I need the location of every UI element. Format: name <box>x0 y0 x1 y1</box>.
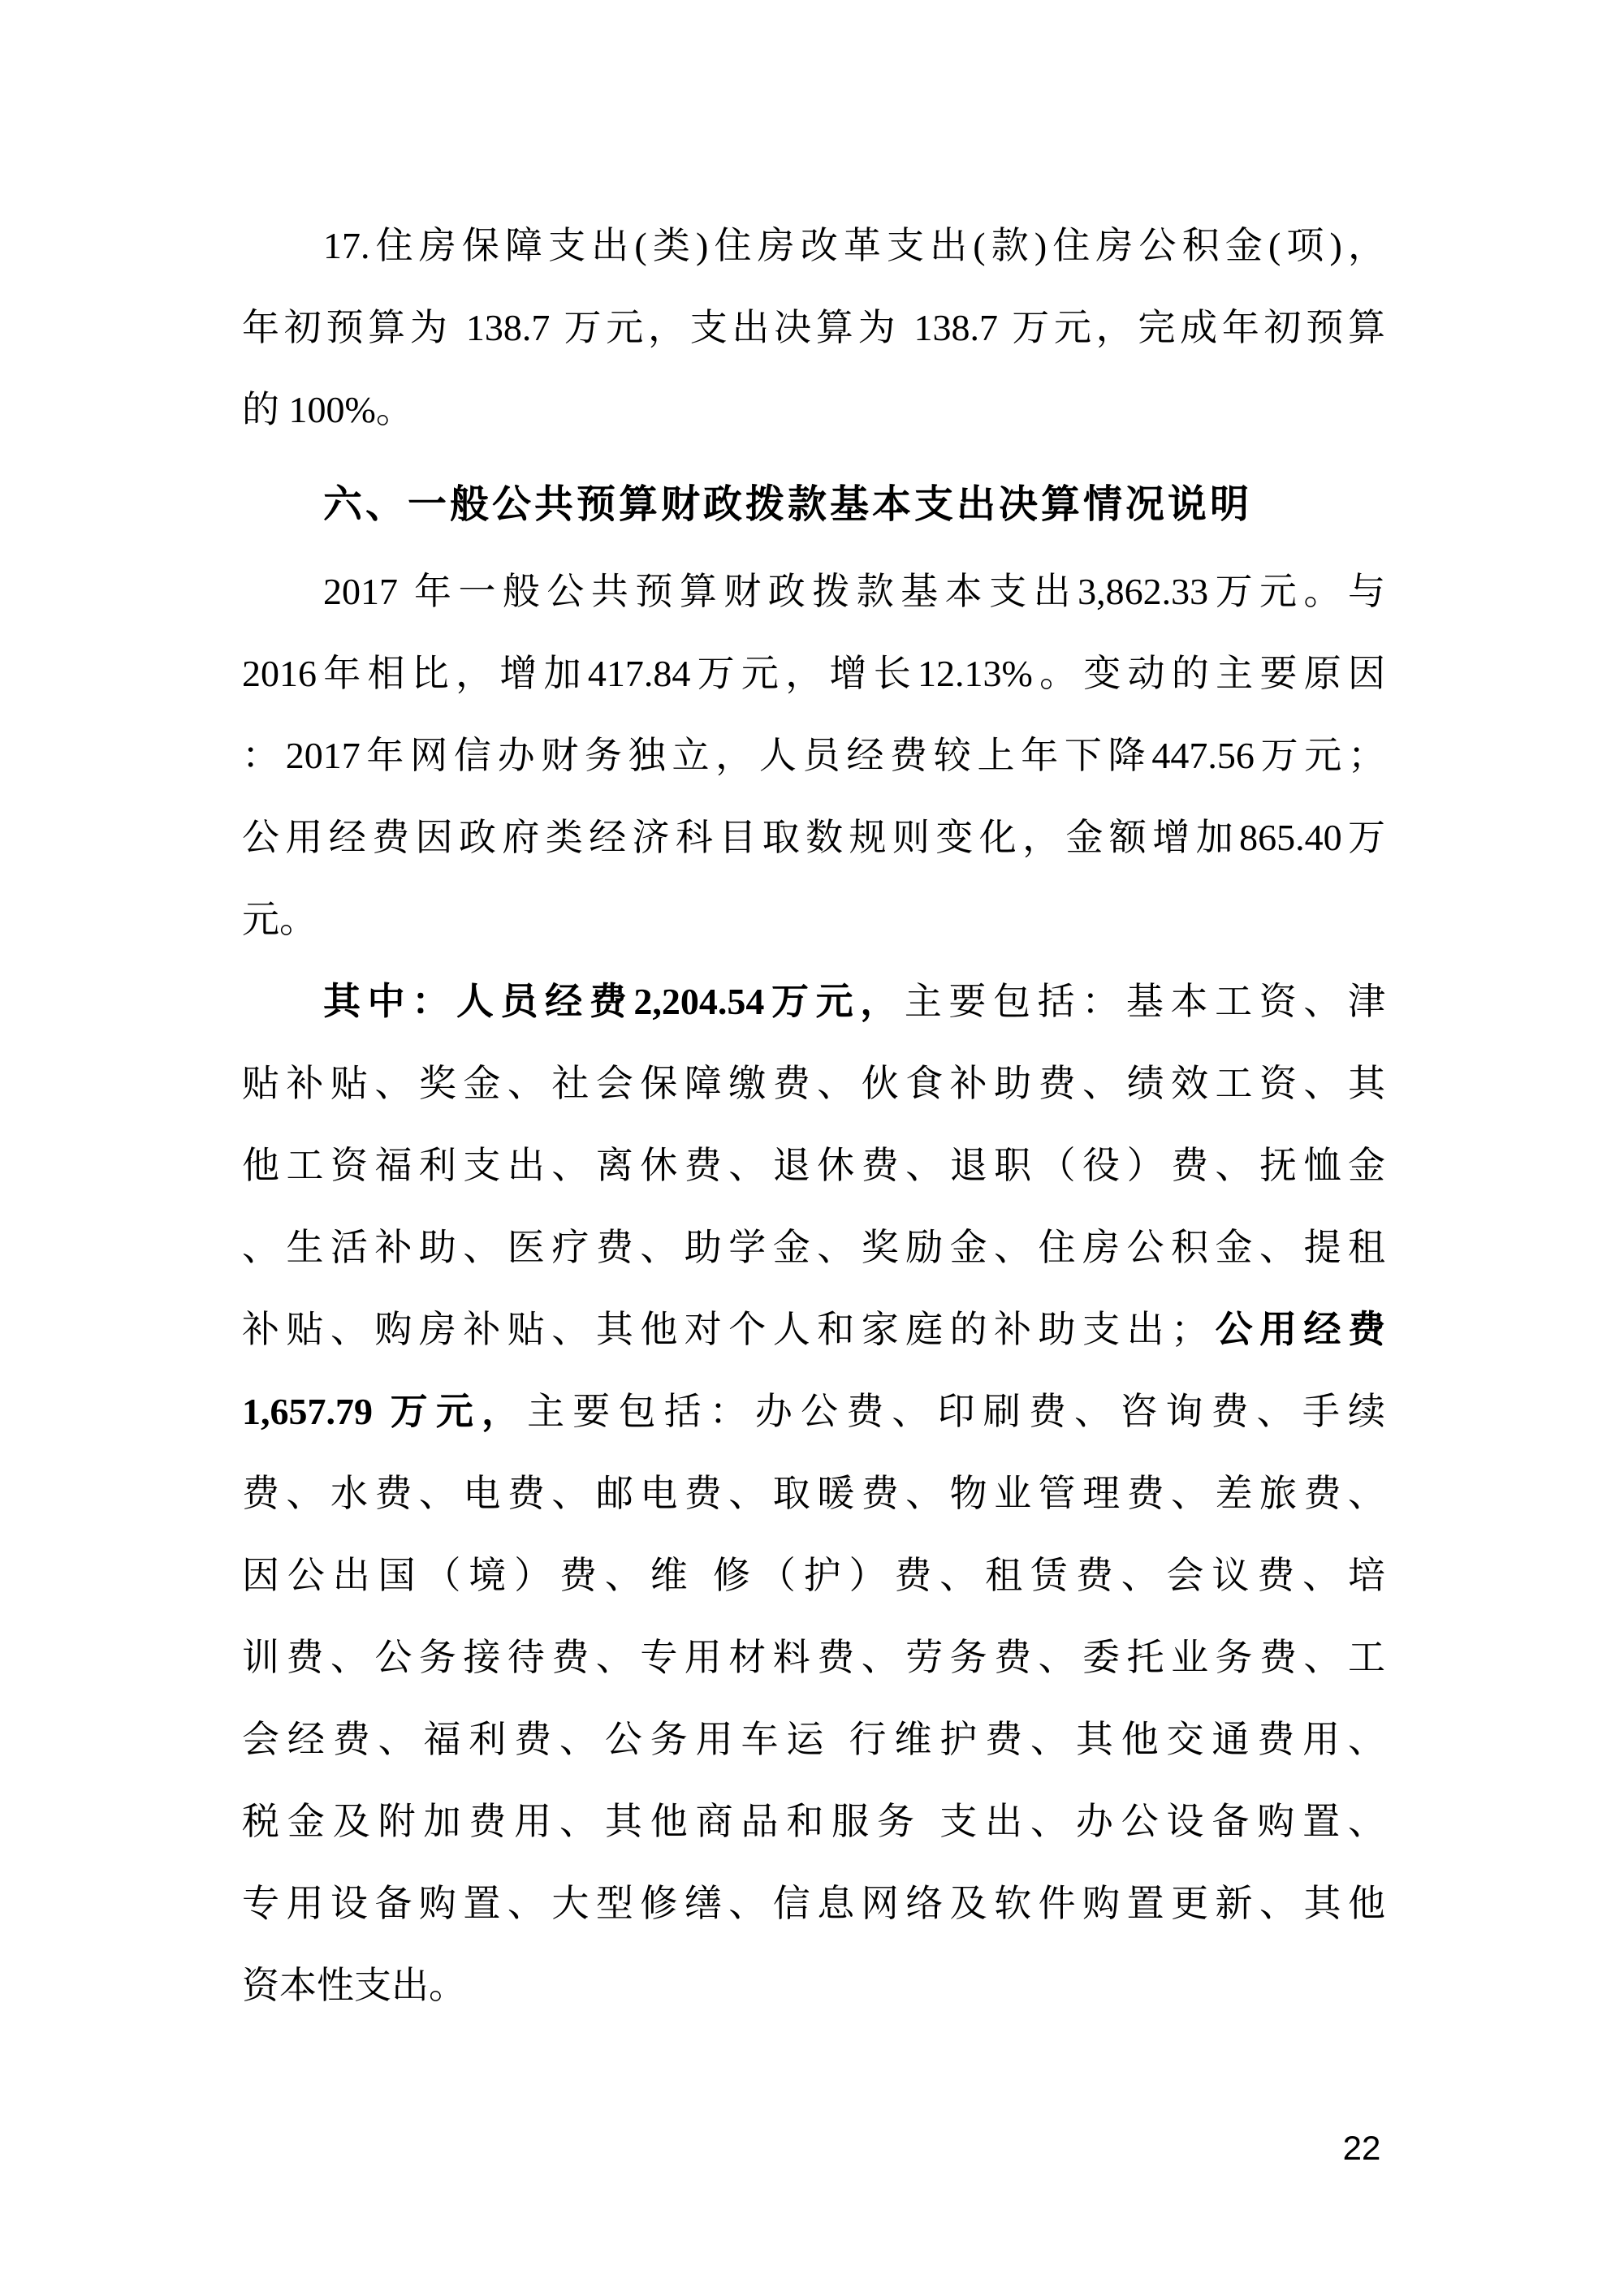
text-segment: 1,657.79 万元， <box>242 1391 528 1432</box>
text-segment: 的 100%。 <box>242 389 413 430</box>
text-segment: 公用经费因政府类经济科目取数规则变化，金额增加865.40万 <box>242 817 1385 858</box>
section-heading <box>242 464 1385 546</box>
text-segment: 六、一般公共预算财政拨款基本支出决算情况说明 <box>323 483 1253 526</box>
text-segment: 主要包括：办公费、印刷费、咨询费、手续 <box>527 1391 1385 1432</box>
text-segment: 年初预算为 138.7 万元，支出决算为 138.7 万元，完成年初预算 <box>242 307 1385 348</box>
text-segment: 费、水费、电费、邮电费、取暖费、物业管理费、差旅费、 <box>242 1473 1385 1514</box>
text-segment: 贴补贴、奖金、社会保障缴费、伙食补助费、绩效工资、其 <box>242 1063 1385 1104</box>
paragraph-line <box>242 1452 1385 1534</box>
page-number: 22 <box>1342 2129 1381 2167</box>
paragraph-line <box>242 1206 1385 1288</box>
paragraph-line <box>242 632 1385 714</box>
text-segment: 主要包括：基本工资、津 <box>904 981 1385 1022</box>
paragraph-line <box>242 796 1385 878</box>
paragraph-line <box>242 369 1385 451</box>
text-segment: 资本性支出。 <box>242 1965 466 2006</box>
paragraph-line <box>242 550 1385 632</box>
paragraph-line <box>242 878 1385 960</box>
paragraph-line <box>242 287 1385 369</box>
paragraph-line <box>242 1124 1385 1206</box>
document-content <box>242 205 1385 2026</box>
text-segment: 、生活补助、医疗费、助学金、奖励金、住房公积金、提租 <box>242 1227 1385 1268</box>
text-segment: 因公出国（境）费、维 修（护）费、租赁费、会议费、培 <box>242 1555 1385 1596</box>
text-segment: 元。 <box>242 899 317 940</box>
text-segment: 公用经费 <box>1208 1309 1385 1350</box>
text-segment: 训费、公务接待费、专用材料费、劳务费、委托业务费、工 <box>242 1637 1385 1678</box>
paragraph-line <box>242 1288 1385 1370</box>
paragraph-line <box>242 1534 1385 1616</box>
paragraph-line <box>242 1862 1385 1944</box>
paragraph-line <box>242 1944 1385 2026</box>
text-segment: 他工资福利支出、离休费、退休费、退职（役）费、抚恤金 <box>242 1145 1385 1186</box>
text-segment: 税金及附加费用、其他商品和服务 支出、办公设备购置、 <box>242 1801 1385 1842</box>
text-segment: 其中：人员经费2,204.54万元， <box>323 981 905 1022</box>
text-segment: 2017 年一般公共预算财政拨款基本支出3,862.33万元。与 <box>323 571 1385 612</box>
paragraph-line <box>242 205 1385 287</box>
text-segment: 补贴、购房补贴、其他对个人和家庭的补助支出； <box>242 1309 1209 1350</box>
text-segment: ：2017年网信办财务独立，人员经费较上年下降447.56万元； <box>242 735 1385 776</box>
text-segment: 2016年相比，增加417.84万元，增长12.13%。变动的主要原因 <box>242 653 1385 694</box>
text-segment: 会经费、福利费、公务用车运 行维护费、其他交通费用、 <box>242 1719 1385 1760</box>
paragraph-line <box>242 1616 1385 1698</box>
text-segment: 专用设备购置、大型修缮、信息网络及软件购置更新、其他 <box>242 1883 1385 1924</box>
paragraph-line <box>242 1698 1385 1780</box>
paragraph-line <box>242 1780 1385 1862</box>
paragraph-line <box>242 960 1385 1042</box>
paragraph-line <box>242 1370 1385 1452</box>
paragraph-line <box>242 714 1385 796</box>
text-segment: 17.住房保障支出(类)住房改革支出(款)住房公积金(项)， <box>323 225 1385 266</box>
paragraph-line <box>242 1042 1385 1124</box>
